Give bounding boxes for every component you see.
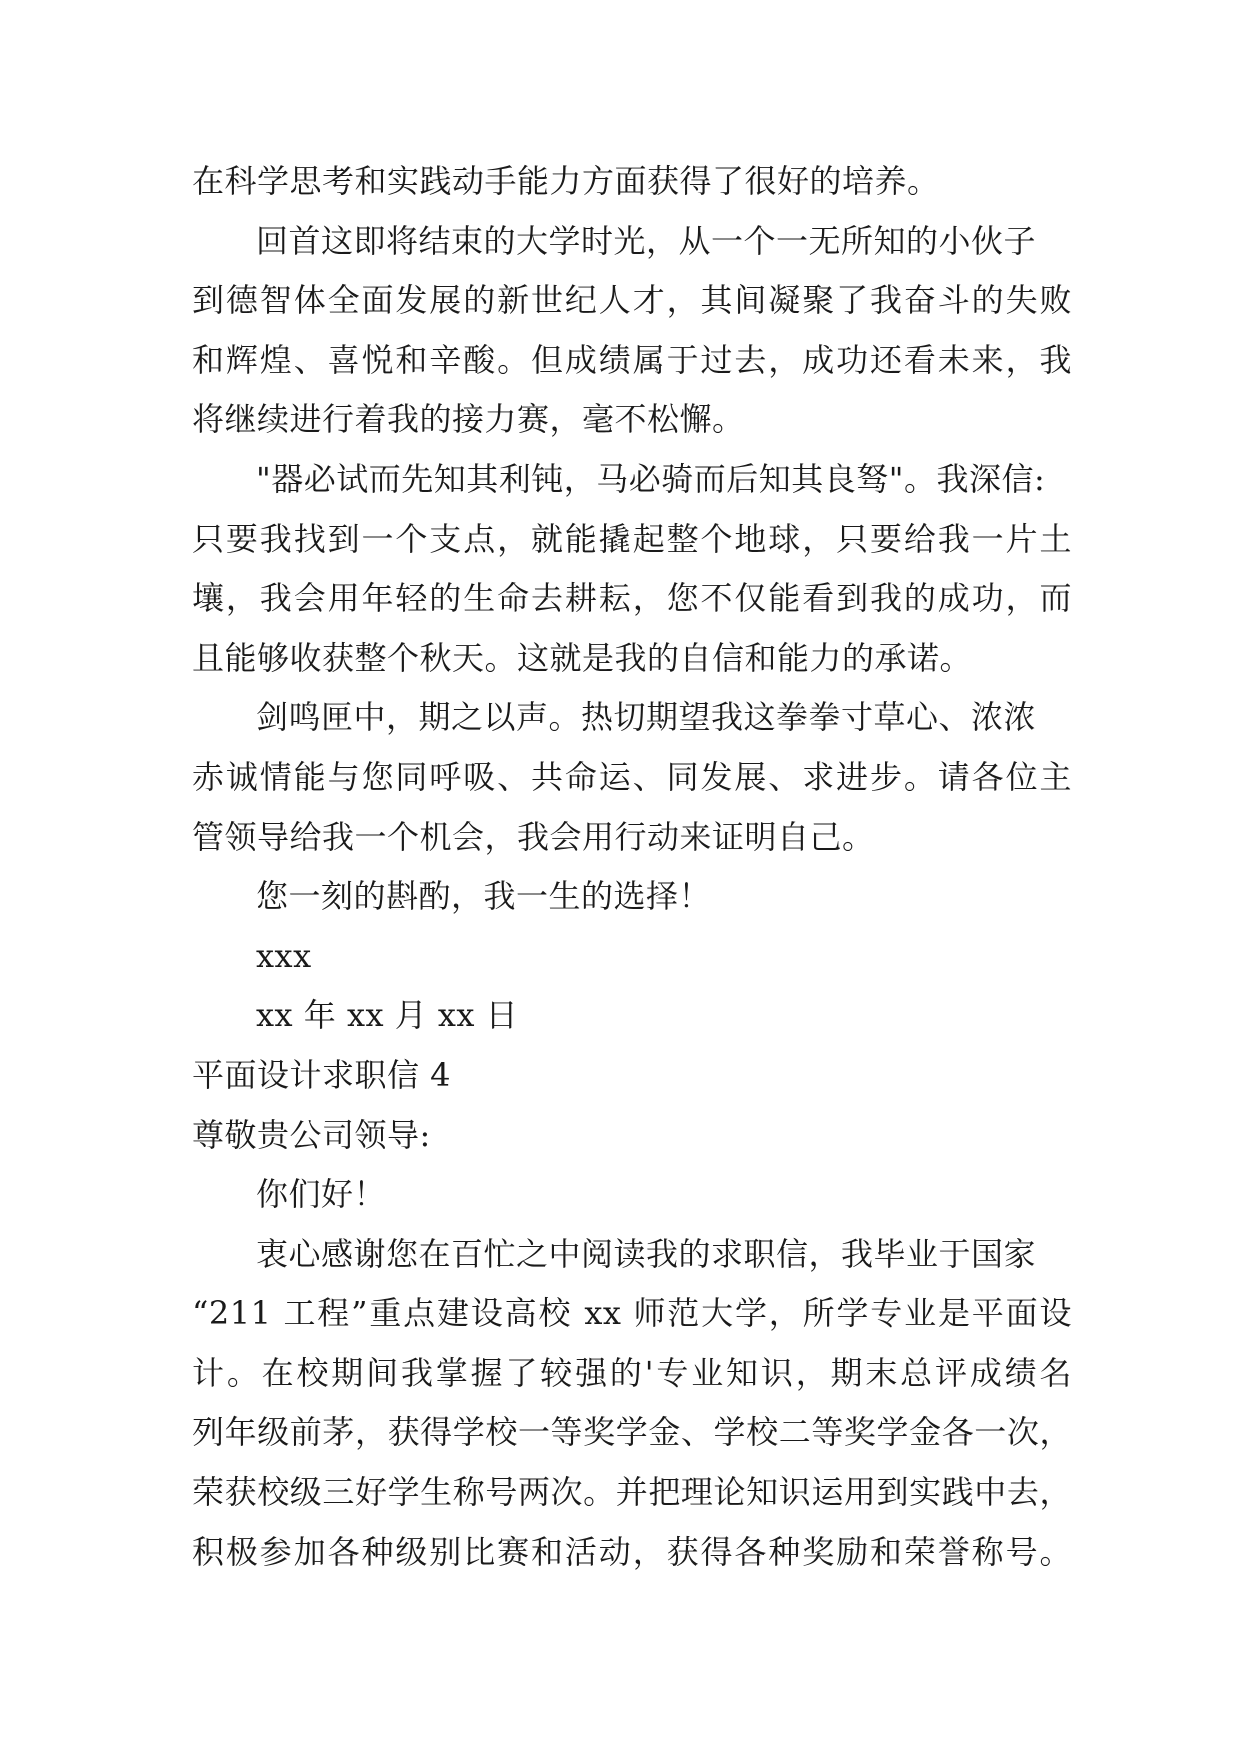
salutation: 尊敬贵公司领导: <box>192 1115 431 1154</box>
text-line: 和辉煌、喜悦和辛酸。但成绩属于过去，成功还看未来，我 <box>192 340 1072 379</box>
section-title: 平面设计求职信 4 <box>192 1055 452 1094</box>
text-line: 计。在校期间我掌握了较强的'专业知识，期末总评成绩名 <box>192 1353 1072 1392</box>
signature-date: xx 年 xx 月 xx 日 <box>256 996 519 1035</box>
text-line: 到德智体全面发展的新世纪人才，其间凝聚了我奋斗的失败 <box>192 281 1072 320</box>
text-line: 管领导给我一个机会，我会用行动来证明自己。 <box>192 817 875 856</box>
text-line: "器必试而先知其利钝，马必骑而后知其良驽"。我深信: <box>256 459 1046 498</box>
text-line: 且能够收获整个秋天。这就是我的自信和能力的承诺。 <box>192 638 973 677</box>
signature-name: xxx <box>256 936 312 975</box>
document-page <box>192 152 1072 1582</box>
text-line: 积极参加各种级别比赛和活动，获得各种奖励和荣誉称号。 <box>192 1532 1072 1571</box>
text-line: 赤诚情能与您同呼吸、共命运、同发展、求进步。请各位主 <box>192 757 1072 796</box>
text-line: 衷心感谢您在百忙之中阅读我的求职信，我毕业于国家 <box>256 1234 1037 1273</box>
text-line: 剑鸣匣中，期之以声。热切期望我这拳拳寸草心、浓浓 <box>256 698 1037 737</box>
text-line: 列年级前茅，获得学校一等奖学金、学校二等奖学金各一次， <box>192 1413 1072 1452</box>
text-line: “211 工程”重点建设高校 xx 师范大学，所学专业是平面设 <box>192 1294 1072 1333</box>
text-line: 荣获校级三好学生称号两次。并把理论知识运用到实践中去， <box>192 1473 1072 1512</box>
text-line: 回首这即将结束的大学时光，从一个一无所知的小伙子 <box>256 221 1037 260</box>
text-line: 您一刻的斟酌，我一生的选择！ <box>256 877 712 916</box>
text-line: 在科学思考和实践动手能力方面获得了很好的培养。 <box>192 162 940 200</box>
text-line: 将继续进行着我的接力赛，毫不松懈。 <box>192 400 745 439</box>
text-line: 只要我找到一个支点，就能撬起整个地球，只要给我一片土 <box>192 519 1072 558</box>
greeting: 你们好！ <box>256 1175 387 1214</box>
text-line: 壤，我会用年轻的生命去耕耘，您不仅能看到我的成功，而 <box>192 579 1072 618</box>
